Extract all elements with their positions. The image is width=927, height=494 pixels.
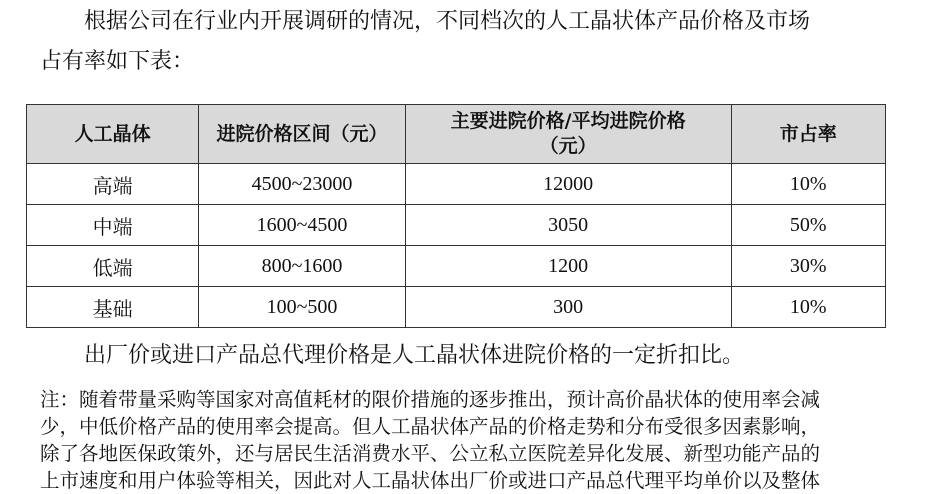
cell-market-share: 10% <box>731 164 885 205</box>
note-line: 注：随着带量采购等国家对高值耗材的限价措施的逐步推出，预计高价晶状体的使用率会减 <box>40 388 821 411</box>
cell-market-share: 50% <box>731 205 885 246</box>
intro-line-2: 占有率如下表： <box>40 49 195 74</box>
intro-paragraph <box>40 2 890 82</box>
cell-grade: 基础 <box>27 287 199 328</box>
intro-line-1: 根据公司在行业内开展调研的情况，不同档次的人工晶状体产品价格及市场 <box>84 9 811 34</box>
cell-market-share: 10% <box>731 287 885 328</box>
note-line: 上市速度和用户体验等相关，因此对人工晶状体出厂价或进口产品总代理平均单价以及整体 <box>40 469 821 492</box>
header-average-price-line1: 主要进院价格/平均进院价格 <box>450 110 686 132</box>
cell-average-price: 12000 <box>405 164 731 205</box>
cell-grade: 低端 <box>27 246 199 287</box>
table-row <box>27 164 886 205</box>
table-header-row <box>27 105 886 164</box>
cell-average-price: 300 <box>405 287 731 328</box>
note-paragraph <box>40 386 890 494</box>
cell-price-range: 100~500 <box>199 287 406 328</box>
table-row <box>27 287 886 328</box>
header-lens-grade: 人工晶体 <box>27 105 199 164</box>
cell-market-share: 30% <box>731 246 885 287</box>
cell-grade: 高端 <box>27 164 199 205</box>
price-market-share-table <box>26 104 886 328</box>
cell-price-range: 800~1600 <box>199 246 406 287</box>
cell-price-range: 4500~23000 <box>199 164 406 205</box>
note-line: 少，中低价格产品的使用率会提高。但人工晶状体产品的价格走势和分布受很多因素影响， <box>40 415 821 438</box>
header-average-price <box>405 105 731 164</box>
table-row <box>27 205 886 246</box>
header-price-range: 进院价格区间（元） <box>199 105 406 164</box>
cell-average-price: 3050 <box>405 205 731 246</box>
table-row <box>27 246 886 287</box>
after-table-paragraph: 出厂价或进口产品总代理价格是人工晶状体进院价格的一定折扣比。 <box>84 343 745 368</box>
note-line: 除了各地医保政策外，还与居民生活消费水平、公立私立医院差异化发展、新型功能产品的 <box>40 442 821 465</box>
header-average-price-line2: （元） <box>539 135 597 157</box>
header-market-share: 市占率 <box>731 105 885 164</box>
cell-price-range: 1600~4500 <box>199 205 406 246</box>
cell-average-price: 1200 <box>405 246 731 287</box>
cell-grade: 中端 <box>27 205 199 246</box>
